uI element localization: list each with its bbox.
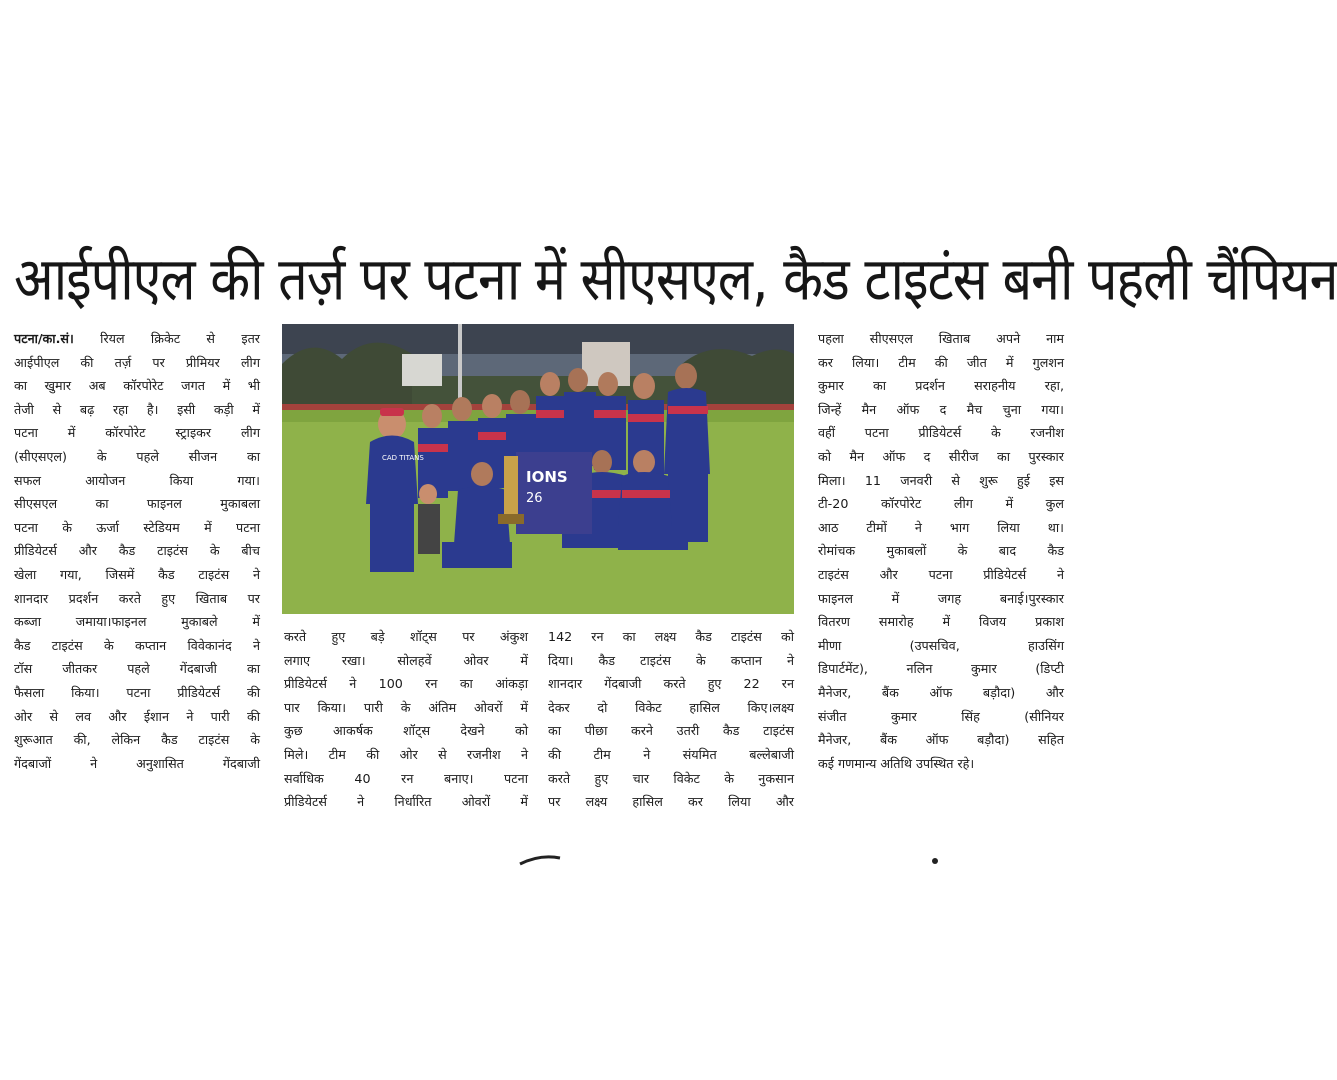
- article-line: का खुमार अब कॉरपोरेट जगत में भी: [14, 378, 260, 394]
- team-photo-illustration: [282, 324, 794, 614]
- article-line: फाइनल में जगह बनाई।पुरस्कार: [818, 590, 1064, 606]
- article-line: कर लिया। टीम की जीत में गुलशन: [818, 354, 1064, 370]
- article-column-4: [818, 327, 1064, 847]
- article-column-2: [284, 625, 528, 840]
- headline: आईपीएल की तर्ज़ पर पटना में सीएसएल, कैड टाइटंस बनी पहली चैंपियन: [14, 245, 1337, 315]
- article-column-3: [548, 625, 794, 840]
- article-line: मिले। टीम की ओर से रजनीश ने: [284, 746, 528, 762]
- article-line: (सीएसएल) के पहले सीजन का: [14, 448, 260, 464]
- article-line: कब्जा जमाया।फाइनल मुकाबले में: [14, 614, 260, 630]
- article-line: टी-20 कॉरपोरेट लीग में कुल: [818, 496, 1064, 512]
- article-line: पहला सीएसएल खिताब अपने नाम: [818, 331, 1064, 346]
- article-line: जिन्हें मैन ऑफ द मैच चुना गया।: [818, 401, 1064, 417]
- article-line: आईपीएल की तर्ज़ पर प्रीमियर लीग: [14, 354, 260, 370]
- article-line: कई गणमान्य अतिथि उपस्थित रहे।: [818, 755, 975, 771]
- article-line: प्रीडियेटर्स ने 100 रन का आंकड़ा: [284, 676, 528, 692]
- article-line: प्रीडियेटर्स ने निर्धारित ओवरों में: [284, 794, 528, 810]
- article-line: शानदार गेंदबाजी करते हुए 22 रन: [548, 676, 794, 692]
- article-line: देकर दो विकेट हासिल किए।लक्ष्य: [548, 699, 794, 715]
- article-line: 142 रन का लक्ष्य कैड टाइटंस को: [548, 629, 794, 644]
- article-line: प्रीडियेटर्स और कैड टाइटंस के बीच: [14, 543, 260, 559]
- article-line: कैड टाइटंस के कप्तान विवेकानंद ने: [14, 637, 260, 653]
- article-line: मैनेजर, बैंक ऑफ बड़ौदा) सहित: [818, 732, 1064, 748]
- team-photo: [282, 324, 794, 614]
- article-line: सफल आयोजन किया गया।: [14, 472, 260, 488]
- article-line: कुछ आकर्षक शॉट्स देखने को: [284, 723, 528, 739]
- article-line: कुमार का प्रदर्शन सराहनीय रहा,: [818, 378, 1064, 394]
- champions-banner: [516, 452, 592, 534]
- article-line: वहीं पटना प्रीडियेटर्स के रजनीश: [818, 425, 1064, 441]
- banner-subtext: 26: [526, 491, 543, 506]
- article-line: रोमांचक मुकाबलों के बाद कैड: [818, 543, 1064, 559]
- article-line: टॉस जीतकर पहले गेंदबाजी का: [14, 661, 260, 677]
- article-line: शुरूआत की, लेकिन कैड टाइटंस के: [14, 732, 260, 748]
- banner-text: IONS: [526, 468, 568, 486]
- article-line: का पीछा करने उतरी कैड टाइटंस: [548, 723, 794, 739]
- article-line: पटना/का.सं। रियल क्रिकेट से इतर: [14, 331, 260, 346]
- article-line: की टीम ने संयमित बल्लेबाजी: [548, 746, 794, 762]
- bottom-edge-marks: [520, 852, 950, 866]
- article-line: सीएसएल का फाइनल मुकाबला: [14, 496, 260, 512]
- article-line: मैनेजर, बैंक ऑफ बड़ौदा) और: [818, 684, 1064, 700]
- article-line: करते हुए चार विकेट के नुकसान: [548, 770, 794, 786]
- article-line: खेला गया, जिसमें कैड टाइटंस ने: [14, 566, 260, 582]
- article-line: पटना के ऊर्जा स्टेडियम में पटना: [14, 519, 260, 535]
- article-line: आठ टीमों ने भाग लिया था।: [818, 519, 1064, 535]
- article-line: को मैन ऑफ द सीरीज का पुरस्कार: [818, 448, 1064, 464]
- article-line: पर लक्ष्य हासिल कर लिया और: [548, 794, 794, 810]
- article-line: मीणा (उपसचिव, हाउसिंग: [818, 637, 1064, 653]
- article-line: शानदार प्रदर्शन करते हुए खिताब पर: [14, 590, 260, 606]
- article-line: टाइटंस और पटना प्रीडियेटर्स ने: [818, 566, 1064, 582]
- article-line: पटना में कॉरपोरेट स्ट्राइकर लीग: [14, 425, 260, 441]
- article-line: ओर से लव और ईशान ने पारी की: [14, 708, 260, 724]
- article-line: डिपार्टमेंट), नलिन कुमार (डिप्टी: [818, 661, 1064, 677]
- article-line: लगाए रखा। सोलहवें ओवर में: [284, 652, 528, 668]
- dateline: पटना/का.सं।: [14, 331, 74, 346]
- article-line: फैसला किया। पटना प्रीडियेटर्स की: [14, 684, 260, 700]
- article-line: दिया। कैड टाइटंस के कप्तान ने: [548, 652, 794, 668]
- article-line: मिला। 11 जनवरी से शुरू हुई इस: [818, 472, 1064, 488]
- article-line: सर्वाधिक 40 रन बनाए। पटना: [284, 770, 528, 786]
- article-line: तेजी से बढ़ रहा है। इसी कड़ी में: [14, 401, 260, 417]
- article-line: संजीत कुमार सिंह (सीनियर: [818, 708, 1064, 724]
- article-column-1: [14, 327, 260, 847]
- article-line: गेंदबाजों ने अनुशासित गेंदबाजी: [14, 755, 260, 771]
- article-line: वितरण समारोह में विजय प्रकाश: [818, 614, 1064, 630]
- jersey-text: CAD TITANS: [382, 454, 424, 462]
- article-line: पार किया। पारी के अंतिम ओवरों में: [284, 699, 528, 715]
- article-line: करते हुए बड़े शॉट्स पर अंकुश: [284, 629, 528, 644]
